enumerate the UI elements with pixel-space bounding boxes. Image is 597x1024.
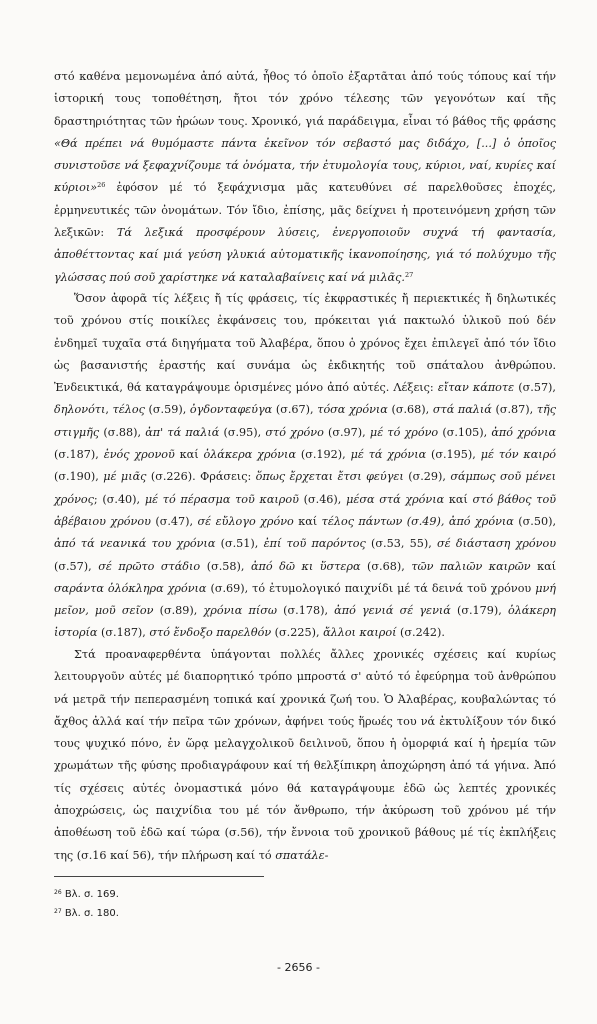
page-ref: (σ.187), [97,626,150,640]
footnote-number: 27 [54,908,62,915]
page-ref: καί [293,514,322,528]
paragraph-1-text-cont: ἐφόσον μέ τό ξεφάχνισμα μᾶς κατευθύνει σέ παρελθοῦσες ἐποχές, ἑρμηνευτικές τῶν ὀνομάτων. Τόν ἴδιο, ἐπίσης, μᾶς δείχνει ἡ προτεινόμενη χρήση τῶν λεξικῶν: [54,181,556,240]
page-ref: ; (σ.40), [93,492,145,506]
quote-1: «Θά πρέπει νά θυμόμαστε πάντα ἐκεῖνον τόν σεβαστό μας διδάχο, [...] ὁ ὁποῖος συνιστοῦσε νά ξεφαχνίζουμε τά ὀνόματα, τήν ἐτυμολογία τους, κύριοι, ναί, κυρίες καί κύριοι» [54,136,556,195]
footnote-text: Βλ. σ. 180. [61,908,119,919]
phrase-example: ἀπό τά νεανικά του χρόνια [54,537,216,551]
page-ref: (σ.242). [396,626,445,640]
page-ref: (σ.105), [438,425,492,439]
phrase-example: μνή μεῖον, μοῦ σεῖον [54,581,557,618]
phrase-example: σέ εὔλογο χρόνο [197,514,294,528]
paragraph-1-text: στό καθένα μεμονωμένα ἀπό αὐτά, ἦθος τό ὁποῖο ἐξαρτᾶται ἀπό τούς τόπους καί τήν ἱστορική τους τοποθέτηση, ἤτοι τόν χρόνο τέλεσης τῶν γεγονότων καί τῆς δραστηριότητας τῶν ἡρώων τους. Χρονικό, γιά παράδειγμα, εἶναι τό βάθος τῆς φράσης [54,70,556,128]
footnote-26 [54,888,119,902]
quote-2: Τά λεξικά προσφέρουν λύσεις, ἐνεργοποιοῦν συχνά τή φαντασία, ἀποθέττοντας καί μιά γεύση γλυκιά αὐτοματικῆς ἱκανοποίησης, γιά τό πολύχυμο τῆς γλώσσας πού σοῦ χαρίστηκε νά καταλαβαίνεις καί νά μιλᾶς. [54,226,556,284]
paragraph-2 [54,288,556,645]
paragraph-3-text: Στά προαναφερθέντα ὑπάγονται πολλές ἄλλες χρονικές σχέσεις καί κυρίως λειτουργοῦν αὐτές μέ διαπορητικό τρόπο μπροστά σ' αὐτό τό ἐφεύρημα τοῦ ἀνθρώπου νά μετρᾶ τήν πεπερασμένη τοπικά καί χρονικά ζωή του. Ὁ Ἀλαβέρας, κουβαλώντας τό ἄχθος ἀλλά καί τήν πεῖρα τῶν χρόνων, ἀφήνει τούς ἥρωές του νά ἐκτυλίξουν τόν δικό τους ψυχικό πόνο, ἐν ὥρᾳ μελαγχολικοῦ δειλινοῦ, ὅπου ἡ ὀμορφιά καί ἡ ἠρεμία τῶν χρωμάτων τῆς φύσης προδιαγράφουν καί τή θελξίπικρη ἀποχώρηση ἀπό τά γήινα. Ἀπό τίς σχέσεις αὐτές ὀνομαστικά μόνο θά καταγράψουμε ἐδῶ ὡς λεπτές χρονικές ἀποχρώσεις, ὡς παιχνίδια του μέ τόν ἄνθρωπο, τήν ἀκύρωση τοῦ χρόνου μέ τήν ἀποθέωση τοῦ ἐδῶ καί τώρα (σ.56), τήν ἔννοια τοῦ χρονικοῦ βάθους μέ τίς ἐκπλήξεις της (σ.16 καί 56), τήν πλήρωση καί τό [54,648,556,862]
footnote-ref-26: 26 [97,181,106,190]
page-ref: (σ.225), [271,626,324,640]
page-ref: καί [174,448,204,462]
page-ref: (σ.192), [296,448,351,462]
page-ref: (σ.50), [513,514,557,528]
phrase-example: ὅπως ἔρχεται ἔτσι φεύγει [255,470,404,484]
word-example: στό χρόνο [265,425,324,439]
phrase-example: σάμπως σοῦ μένει χρόνος [54,470,557,506]
page-number: - 2656 - [277,961,320,974]
word-example: δηλονότι [54,403,106,417]
page-ref: (σ.67), [272,403,318,417]
page-ref: (σ.226). Φράσεις: [146,470,256,484]
word-example: ὀγδονταφεύγα [189,403,273,417]
page-ref: καί [444,492,473,506]
page-ref: καί [530,559,557,573]
phrase-example: μέσα στά χρόνια [346,492,445,506]
phrase-example: τέλος πάντων (σ.49), ἀπό χρόνια [321,514,514,528]
page-ref: (σ.89), [153,604,204,618]
footnote-number: 26 [54,889,62,896]
page-ref: (σ.178), [277,604,335,618]
phrase-example: ἀπό δῶ κι ὕστερα [250,559,361,573]
page-ref: (σ.179), [450,604,508,618]
footnote-27 [54,907,119,921]
footnote-ref-27: 27 [404,270,414,279]
word-example: τόσα χρόνια [317,403,388,417]
page-ref: (σ.59), [144,403,190,417]
word-example: μέ τά χρόνια [350,448,427,462]
page-ref: , [105,403,113,417]
page-ref: (σ.68), [387,403,433,417]
page-ref: (σ.53, 55), [365,537,438,551]
page-ref: (σ.97), [323,425,370,439]
phrase-example: στό βάθος τοῦ ἀβέβαιου χρόνου [54,492,556,528]
word-example: ἀπ' τά παλιά [145,425,220,439]
phrase-example: σέ διάσταση χρόνου [437,537,556,551]
page-ref: (σ.69), τό ἐτυμολογικό παιχνίδι μέ τά δεινά τοῦ χρόνου [206,581,536,595]
page-ref: (σ.58), [200,559,251,573]
word-example: ἑνός χρονοῦ [103,448,175,462]
phrase-example: χρόνια πίσω [203,604,277,618]
page-ref: (σ.88), [99,425,146,439]
footnote-text: Βλ. σ. 169. [61,889,119,900]
phrase-example: ἄλλοι καιροί [323,626,397,640]
page-ref: (σ.195), [426,448,481,462]
word-example: ὁλάκερα χρόνια [203,448,296,462]
word-example: στά παλιά [432,403,492,417]
word-example: τῆς στιγμῆς [54,403,557,439]
page-ref: (σ.95), [219,425,266,439]
page-ref: (σ.57), [514,381,556,395]
word-example: μέ μιᾶς [103,470,147,484]
word-example: μέ τόν καιρό [480,448,557,462]
page-ref: (σ.47), [150,514,198,528]
page-ref: (σ.68), [360,559,412,573]
page-ref: (σ.29), [403,470,451,484]
page-ref: (σ.46), [298,492,347,506]
page-ref: (σ.57), [54,559,99,573]
page-ref: (σ.187), [54,448,104,462]
word-example: εἴταν κάποτε [437,381,515,395]
paragraph-1 [54,66,556,289]
paragraph-3 [54,644,556,867]
page-ref: (σ.51), [215,537,264,551]
word-example: μέ τό χρόνο [369,425,439,439]
phrase-example: σαράντα ὁλόκληρα χρόνια [54,581,207,595]
word-example: ἀπό χρόνια [491,425,557,439]
phrase-example: σέ πρῶτο στάδιο [98,559,201,573]
page-ref: (σ.190), [54,470,104,484]
word-example: τέλος [112,403,145,417]
page-ref: (σ.87), [491,403,537,417]
phrase-example: ἀπό γενιά σέ γενιά [334,604,451,618]
footnote-divider [54,876,264,877]
phrase-example: τῶν παλιῶν καιρῶν [411,559,531,573]
phrase-example: ἐπί τοῦ παρόντος [263,537,366,551]
paragraph-3-tail: σπατάλε- [275,848,329,862]
phrase-example: ὁλάκερη ἱστορία [54,604,556,640]
phrase-example: στό ἔνδοξο παρελθόν [149,626,272,640]
paragraph-2-text: Ὅσον ἀφορᾶ τίς λέξεις ἤ τίς φράσεις, τίς ἐκφραστικές ἤ περιεκτικές ἤ δηλωτικές τοῦ χρόνου στίς ποικίλες ἐκφάνσεις του, πρόκειται γιά πακτωλό ὑλικοῦ πού δέν ἐνδημεῖ τυχαῖα στά διηγήματα τοῦ Ἀλαβέρα, ὅπου ὁ χρόνος ἔχει ἐπιλεγεῖ ἀπό τόν ἴδιο ὡς βασανιστής ἐραστής καί συνάμα ὡς ἐκδικητής τοῦ σπάταλου ἀνθρώπου. Ἐνδεικτικά, θά καταγράψουμε ὁρισμένες μόνο ἀπό αὐτές. Λέξεις: [54,292,556,395]
phrase-example: μέ τό πέρασμα τοῦ καιροῦ [144,492,299,506]
